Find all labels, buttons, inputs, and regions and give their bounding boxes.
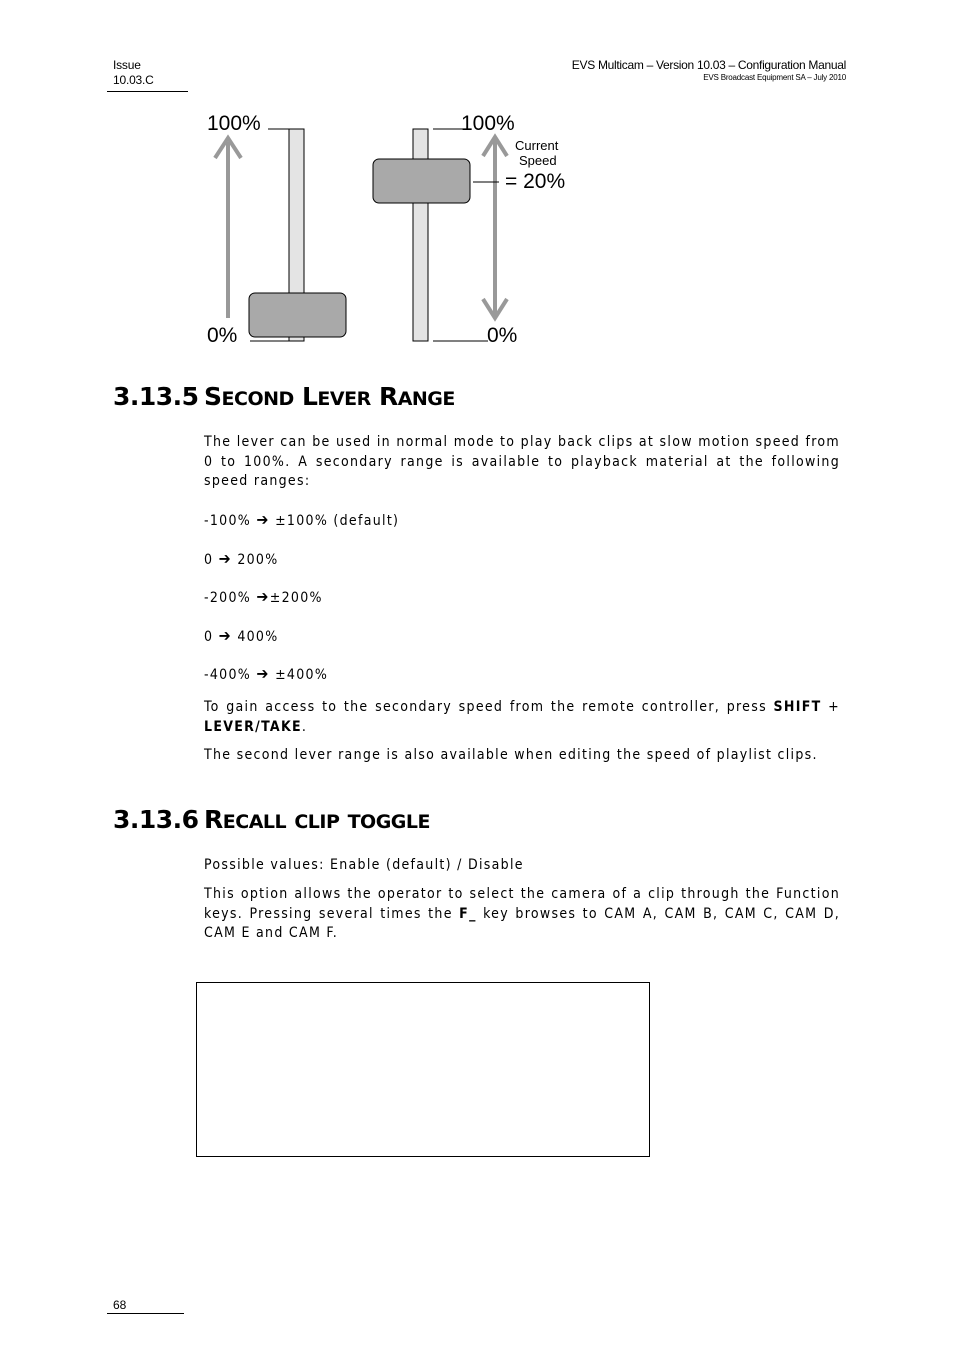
left-up-arrow — [215, 138, 241, 318]
arrow-icon: ➔ — [256, 664, 270, 683]
range-to: ±400% — [275, 667, 329, 683]
section-number: 3.13.6 — [113, 805, 199, 834]
title-rest: EVER — [317, 388, 371, 410]
desc-text: key browses to CAM A, CAM B, CAM C, CAM D, CAM E and CAM F. — [204, 905, 840, 941]
title-rest: ECALL — [222, 811, 287, 833]
speed-range-item — [204, 587, 323, 606]
right-lever-knob — [373, 159, 470, 203]
title-cap: R — [204, 805, 223, 834]
access-paragraph — [204, 698, 840, 737]
speed-range-item — [204, 549, 279, 568]
range-to: ±200% — [269, 590, 323, 606]
key-lever-take: LEVER/TAKE — [204, 718, 302, 735]
left-bottom-label: 0% — [207, 324, 238, 347]
right-bottom-label: 0% — [487, 324, 518, 347]
recall-description — [204, 885, 840, 944]
doc-subtitle: EVS Broadcast Equipment SA – July 2010 — [703, 73, 846, 82]
key-shift: SHIFT — [773, 699, 822, 715]
speed-range-item — [204, 664, 328, 683]
current-speed-label-2: Speed — [519, 153, 557, 168]
section-heading-recall-clip-toggle — [113, 805, 430, 834]
speed-range-item — [204, 510, 399, 529]
speed-range-item — [204, 626, 279, 645]
section-number: 3.13.5 — [113, 382, 199, 411]
header-issue — [113, 58, 154, 88]
lever-diagram-svg — [195, 108, 595, 353]
range-from: -200% — [204, 590, 252, 606]
section-heading-second-lever-range — [113, 382, 455, 411]
header-doc-info — [572, 58, 846, 83]
range-to: ±100% (default) — [275, 513, 400, 529]
access-text: + — [821, 699, 841, 715]
title-rest: ECOND — [221, 388, 294, 410]
range-to: 400% — [237, 629, 279, 645]
arrow-icon: ➔ — [256, 510, 270, 529]
left-lever-knob — [249, 293, 346, 337]
desc-text: This option allows the operator to select the camera of a clip through the Function keys. Pressing several times the — [204, 886, 840, 922]
page-number: 68 — [113, 1298, 127, 1312]
right-updown-arrow — [483, 137, 507, 318]
range-from: -100% — [204, 513, 252, 529]
right-top-label: 100% — [461, 112, 515, 135]
possible-values: Possible values: Enable (default) / Disable — [204, 857, 524, 873]
arrow-icon: ➔ — [218, 549, 232, 568]
current-speed-label-1: Current — [515, 138, 559, 153]
arrow-icon: ➔ — [256, 587, 270, 606]
access-text: . — [301, 718, 308, 735]
lever-diagram — [195, 108, 595, 357]
title-cap: S — [204, 382, 222, 411]
title-rest: TOGGLE — [347, 811, 430, 833]
title-rest: ANGE — [397, 388, 455, 410]
doc-title: EVS Multicam – Version 10.03 – Configuration Manual — [571, 58, 846, 72]
current-speed-value: = 20% — [505, 170, 566, 193]
range-from: -400% — [204, 667, 252, 683]
range-to: 200% — [237, 552, 279, 568]
issue-number: 10.03.C — [113, 73, 154, 87]
empty-figure-box — [196, 982, 650, 1157]
header-left-rule — [107, 91, 188, 92]
access-text: To gain access to the secondary speed from the remote controller, press — [204, 699, 774, 715]
title-cap: L — [301, 382, 318, 411]
arrow-icon: ➔ — [218, 626, 232, 645]
range-from: 0 — [204, 552, 214, 568]
range-from: 0 — [204, 629, 214, 645]
footer-rule — [107, 1313, 184, 1314]
title-cap: R — [378, 382, 398, 411]
issue-label: Issue — [113, 58, 141, 72]
key-f: F_ — [459, 905, 477, 922]
title-rest: CLIP — [294, 811, 340, 833]
left-top-label: 100% — [207, 112, 261, 135]
intro-paragraph: The lever can be used in normal mode to play back clips at slow motion speed from 0 to 100%. A secondary range is available to playback material at the following speed ranges: — [204, 434, 840, 489]
playlist-note: The second lever range is also available when editing the speed of playlist clips. — [204, 747, 818, 763]
